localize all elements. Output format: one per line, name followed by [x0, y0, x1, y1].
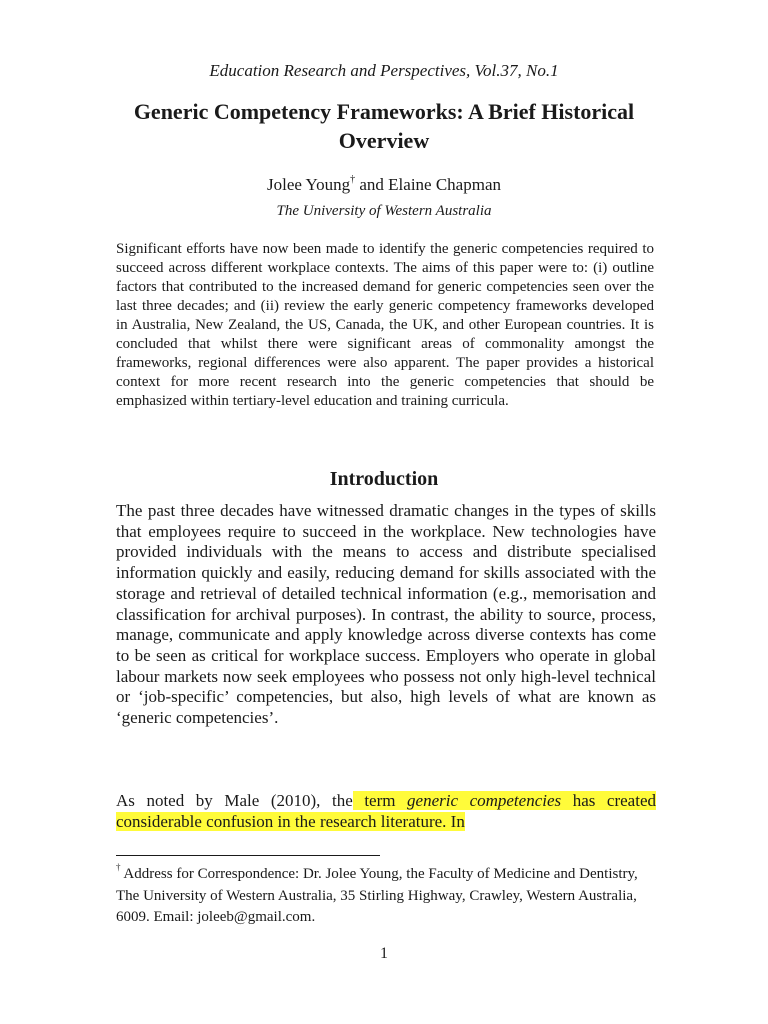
author-1: Jolee Young — [267, 175, 351, 194]
introduction-paragraph-1: The past three decades have witnessed dramatic changes in the types of skills that employees require to succeed in the workplace. New technologies have provided individuals with the means to access and distribute specialised information quickly and easily, reducing demand for skills associated with the storage and retrieval of detailed technical information (e.g., memorisation and classification for archival purposes). In contrast, the ability to source, process, manage, communicate and apply knowledge across diverse contexts has come to be seen as critical for workplace success. Employers who operate in global labour markets now seek employees who possess not only high-level technical or ‘job-specific’ competencies, but also, high levels of what are known as ‘generic competencies’. — [116, 501, 656, 728]
section-heading-introduction: Introduction — [329, 468, 439, 490]
footnote — [116, 864, 656, 929]
footnote-divider — [116, 855, 380, 856]
page-number: 1 — [380, 945, 388, 962]
abstract-text: Significant efforts have now been made to identify the generic competencies required to succeed across different workplace contexts. The aims of this paper were to: (i) outline factors that contributed to the increased demand for generic competencies seen over the last three decades; and (ii) review the early generic competency frameworks developed in Australia, New Zealand, the US, Canada, the UK, and other European countries. It is concluded that whilst there were significant areas of commonality amongst the frameworks, regional differences were also apparent. The paper provides a historical context for more recent research into the generic competencies that should be emphasized within tertiary-level education and training curricula. — [116, 241, 654, 409]
author-affiliation: The University of Western Australia — [276, 203, 492, 219]
author-line — [0, 175, 768, 195]
footnote-mark: † — [116, 862, 121, 872]
highlight-part-a: term — [352, 791, 408, 810]
journal-header: Education Research and Perspectives, Vol.37, No.1 — [209, 61, 559, 80]
author-joiner: and — [355, 175, 389, 194]
highlight-italic-term: generic competencies — [407, 791, 562, 810]
highlight-part-b: has created considerable confusion in the research literature. In — [116, 791, 656, 831]
footnote-text: Address for Correspondence: Dr. Jolee Young, the Faculty of Medicine and Dentistry, The University of Western Australia, 35 Stirling Highway, Crawley, Western Australia, 6009. Email: joleeb@gmail.com. — [116, 866, 638, 925]
footnote-marker[interactable]: † — [350, 174, 356, 186]
introduction-paragraph-2 — [116, 791, 656, 832]
paper-title: Generic Competency Frameworks: A Brief Historical Overview — [133, 99, 635, 153]
paragraph-2-lead: As noted by Male (2010), the — [116, 791, 353, 810]
author-2: Elaine Chapman — [388, 175, 501, 194]
